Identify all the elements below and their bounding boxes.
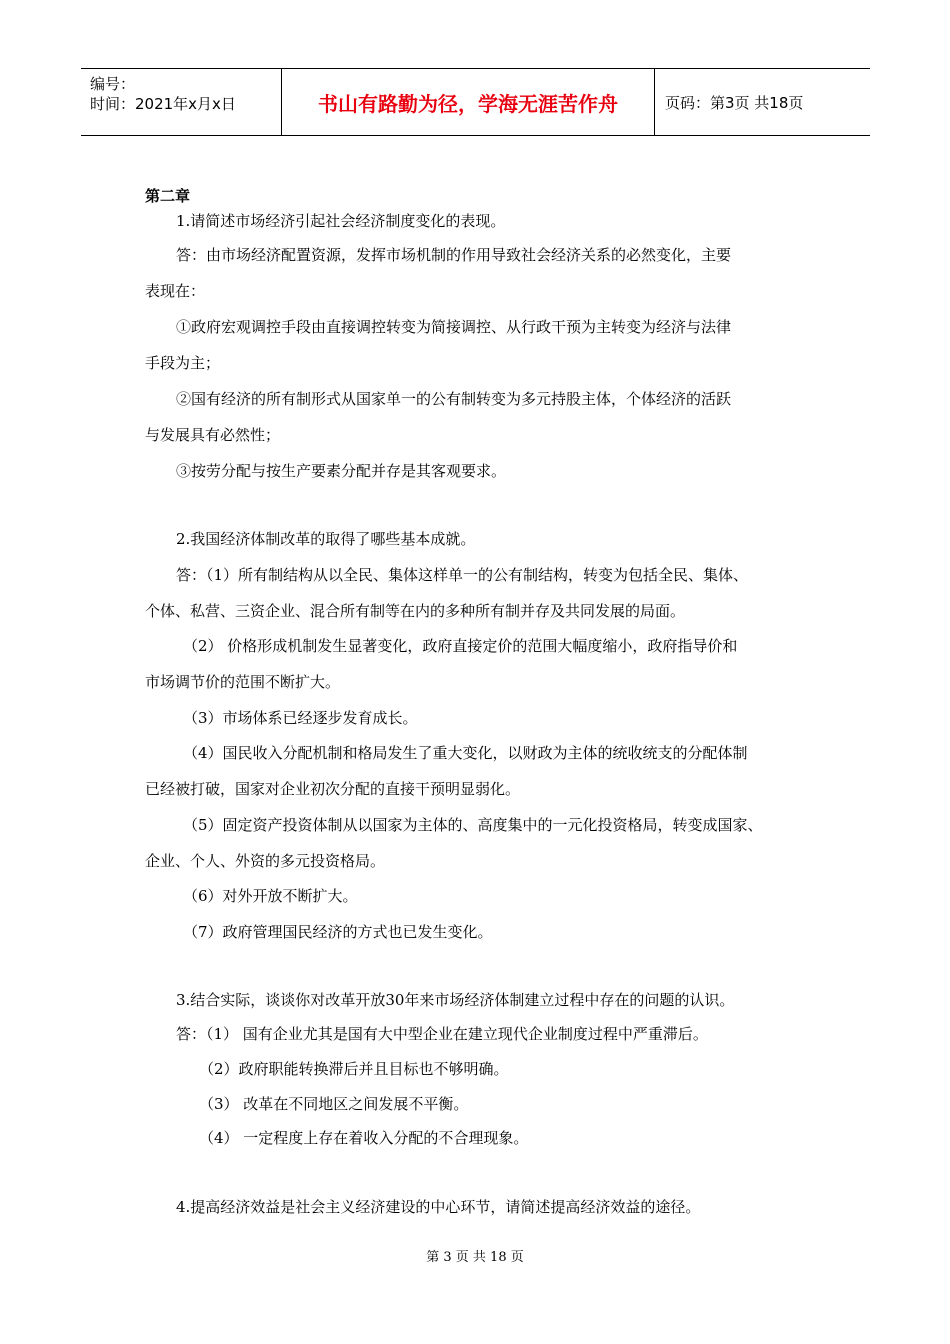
paragraph-line: 手段为主； <box>145 354 221 372</box>
page-footer <box>0 1246 950 1265</box>
question-4: 4.提高经济效益是社会主义经济建设的中心环节，请简述提高经济效益的途径。 <box>176 1198 701 1216</box>
question-2: 2.我国经济体制改革的取得了哪些基本成就。 <box>176 530 476 548</box>
page-footer-text: 第 3 页 共 18 页 <box>426 1250 524 1265</box>
paragraph-line: 表现在： <box>145 282 206 300</box>
paragraph-line: （7）政府管理国民经济的方式也已发生变化。 <box>183 923 493 941</box>
paragraph-line: 答：（1）所有制结构从以全民、集体这样单一的公有制结构，转变为包括全民、集体、 <box>176 566 749 584</box>
page-info-text: 页码：第3页 共18页 <box>665 93 804 112</box>
header-meta-cell <box>81 69 282 135</box>
paragraph-line: 已经被打破，国家对企业初次分配的直接干预明显弱化。 <box>145 780 521 798</box>
paragraph-line: ③按劳分配与按生产要素分配并存是其客观要求。 <box>176 462 507 480</box>
question-3: 3.结合实际，谈谈你对改革开放30年来市场经济体制建立过程中存在的问题的认识。 <box>176 991 735 1009</box>
header-table <box>81 68 870 136</box>
paragraph-line: （2）政府职能转换滞后并且目标也不够明确。 <box>199 1060 509 1078</box>
paragraph-line: （5）固定资产投资体制从以国家为主体的、高度集中的一元化投资格局，转变成国家、 <box>183 816 763 834</box>
paragraph-line: （3） 改革在不同地区之间发展不平衡。 <box>199 1095 469 1113</box>
paragraph-line: 企业、个人、外资的多元投资格局。 <box>145 852 386 870</box>
paragraph-line: （3）市场体系已经逐步发育成长。 <box>183 709 418 727</box>
page-info-cell <box>655 69 870 135</box>
paragraph-line: （2） 价格形成机制发生显著变化，政府直接定价的范围大幅度缩小，政府指导价和 <box>183 637 738 655</box>
paragraph-line: （6）对外开放不断扩大。 <box>183 887 358 905</box>
paragraph-line: ①政府宏观调控手段由直接调控转变为简接调控、从行政干预为主转变为经济与法律 <box>176 318 732 336</box>
paragraph-line: 市场调节价的范围不断扩大。 <box>145 673 341 691</box>
paragraph-line: （4）国民收入分配机制和格局发生了重大变化，以财政为主体的统收统支的分配体制 <box>183 744 748 762</box>
paragraph-line: 个体、私营、三资企业、混合所有制等在内的多种所有制并存及共同发展的局面。 <box>145 602 686 620</box>
paragraph-line: 答：由市场经济配置资源，发挥市场机制的作用导致社会经济关系的必然变化，主要 <box>176 246 732 264</box>
paragraph-line: 答：（1） 国有企业尤其是国有大中型企业在建立现代企业制度过程中严重滞后。 <box>176 1025 708 1043</box>
chapter-heading: 第二章 <box>145 187 191 205</box>
number-label: 编号： <box>90 75 136 93</box>
paragraph-line: 与发展具有必然性； <box>145 426 281 444</box>
motto-text: 书山有路勤为径，学海无涯苦作舟 <box>318 91 618 116</box>
motto-cell <box>282 69 655 135</box>
question-1: 1.请简述市场经济引起社会经济制度变化的表现。 <box>176 212 506 230</box>
date-line: 时间：2021年x月x日 <box>90 95 236 113</box>
paragraph-line: ②国有经济的所有制形式从国家单一的公有制转变为多元持股主体，个体经济的活跃 <box>176 390 732 408</box>
paragraph-line: （4） 一定程度上存在着收入分配的不合理现象。 <box>199 1129 529 1147</box>
